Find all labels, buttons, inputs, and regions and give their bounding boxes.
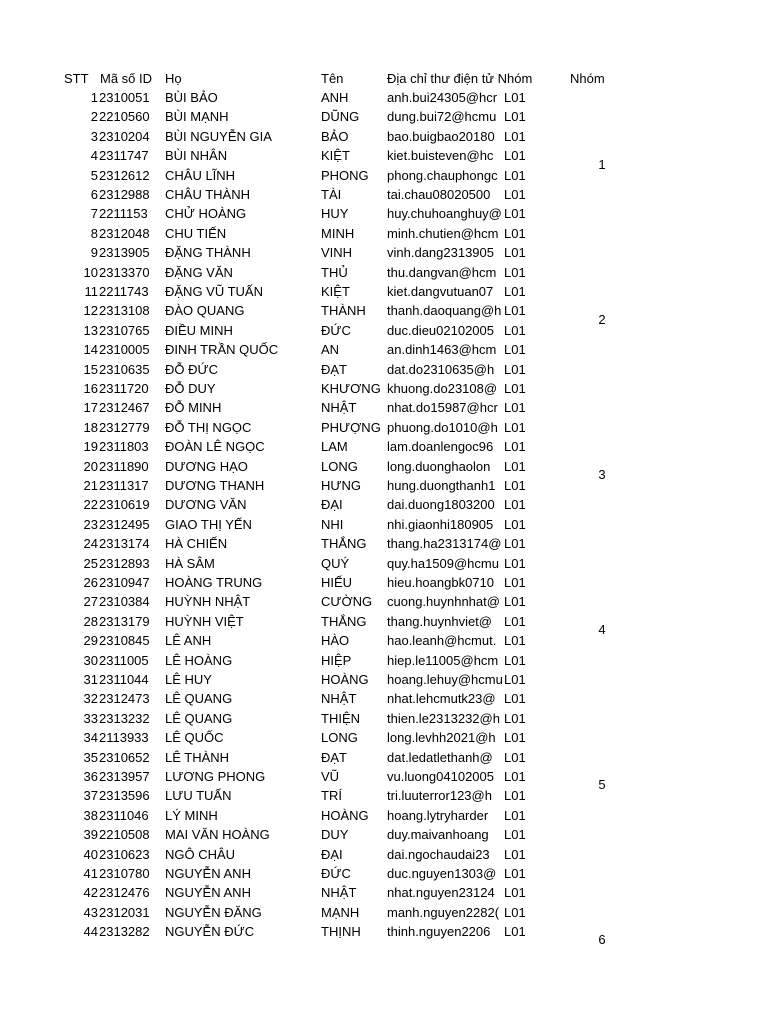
row-email: tai.chau08020500 — [387, 187, 491, 202]
row-email: thien.le2313232@h — [387, 710, 500, 726]
row-stt: 16 — [83, 381, 98, 396]
row-stt: 15 — [83, 361, 98, 377]
row-ma-so-id: 2310384 — [99, 594, 150, 610]
row-nhom: L01 — [504, 206, 526, 222]
row-stt: 34 — [83, 730, 98, 746]
row-ma-so-id: 2313174 — [99, 536, 150, 552]
row-nhom: L01 — [504, 710, 526, 726]
row-ho: CHÂU THÀNH — [165, 187, 250, 202]
row-ho: LƯƠNG PHONG — [165, 769, 266, 784]
row-ten: HOÀNG — [321, 807, 369, 823]
row-nhom: L01 — [504, 187, 526, 202]
group-number: 6 — [598, 932, 606, 944]
row-stt: 8 — [90, 225, 98, 241]
group-number: 4 — [598, 622, 606, 637]
row-ho: ĐINH TRẦN QUỐC — [165, 342, 279, 358]
row-stt: 24 — [83, 536, 98, 552]
row-email: dat.ledatlethanh@ — [387, 749, 493, 765]
row-email: hieu.hoangbk0710 — [387, 575, 494, 590]
row-email: huy.chuhoanghuy@ — [387, 206, 502, 222]
row-nhom: L01 — [504, 594, 526, 610]
row-ho: BÙI BẢO — [165, 90, 218, 105]
row-email: bao.buigbao20180 — [387, 128, 495, 144]
row-email: kiet.dangvutuan07 — [387, 284, 494, 299]
row-stt: 14 — [83, 342, 98, 358]
row-ho: HUỲNH NHẬT — [165, 594, 251, 610]
row-ma-so-id: 2312467 — [99, 400, 150, 416]
row-ma-so-id: 2313232 — [99, 710, 150, 726]
row-ma-so-id: 2210560 — [99, 109, 150, 125]
row-email: long.duonghaolon — [387, 458, 491, 474]
row-ma-so-id: 2311317 — [99, 478, 149, 493]
row-ma-so-id: 2311005 — [99, 652, 149, 668]
row-ma-so-id: 2313370 — [99, 264, 150, 280]
row-ho: NGUYỄN ANH — [165, 885, 251, 901]
row-stt: 21 — [83, 478, 98, 493]
row-ten: THIỆN — [321, 710, 360, 726]
row-stt: 27 — [83, 594, 98, 610]
row-email: dat.do2310635@h — [387, 361, 495, 377]
row-ho: NGUYỄN ĐỨC — [165, 924, 255, 940]
row-ho: DƯƠNG THANH — [165, 478, 265, 493]
row-stt: 36 — [83, 769, 98, 784]
row-email: quy.ha1509@hcmu — [387, 555, 499, 571]
row-ten: MINH — [321, 225, 355, 241]
row-nhom: L01 — [504, 284, 526, 299]
row-stt: 29 — [83, 633, 98, 649]
row-nhom: L01 — [504, 245, 526, 261]
row-email: an.dinh1463@hcm — [387, 342, 497, 358]
row-ma-so-id: 2312495 — [99, 516, 150, 532]
row-ma-so-id: 2313957 — [99, 769, 150, 784]
row-ten: LONG — [321, 730, 358, 746]
row-ma-so-id: 2310623 — [99, 846, 150, 862]
row-ho: BÙI NHÂN — [165, 148, 228, 164]
row-nhom: L01 — [504, 361, 526, 377]
row-stt: 19 — [83, 439, 98, 455]
row-ho: LÊ QUỐC — [165, 730, 224, 746]
row-stt: 4 — [90, 148, 98, 164]
row-nhom: L01 — [504, 807, 526, 823]
row-nhom: L01 — [504, 167, 526, 183]
row-stt: 30 — [83, 652, 98, 668]
row-ma-so-id: 2310005 — [99, 342, 150, 358]
row-nhom: L01 — [504, 613, 526, 629]
row-nhom: L01 — [504, 381, 526, 396]
row-ho: HÀ SÂM — [165, 555, 215, 571]
row-ten: QUÝ — [321, 555, 350, 571]
row-ma-so-id: 2312988 — [99, 187, 150, 202]
row-ten: ĐẠI — [321, 497, 343, 513]
header-email-nhom: Địa chỉ thư điện tử Nhóm — [387, 71, 533, 86]
row-ho: LÊ HUY — [165, 672, 212, 687]
row-nhom: L01 — [504, 691, 526, 707]
row-email: nhi.giaonhi180905 — [387, 516, 494, 532]
row-stt: 28 — [83, 613, 98, 629]
row-ma-so-id: 2311720 — [99, 381, 149, 396]
row-nhom: L01 — [504, 225, 526, 241]
row-ten: ĐẠT — [321, 361, 347, 377]
row-ten: THỊNH — [321, 924, 361, 940]
row-email: phong.chauphongc — [387, 167, 498, 183]
row-ho: ĐẶNG THÀNH — [165, 245, 251, 261]
row-nhom: L01 — [504, 303, 526, 319]
row-nhom: L01 — [504, 478, 526, 493]
row-email: long.levhh2021@h — [387, 730, 496, 746]
row-email: vu.luong04102005 — [387, 769, 494, 784]
row-stt: 35 — [83, 749, 98, 765]
row-ten: BẢO — [321, 128, 349, 144]
row-ma-so-id: 2310619 — [99, 497, 150, 513]
row-ho: LÊ THÀNH — [165, 749, 230, 765]
row-ten: THẮNG — [321, 536, 367, 552]
row-ho: ĐẶNG VĂN — [165, 264, 233, 280]
row-ten: HOÀNG — [321, 672, 369, 687]
row-ho: ĐỖ MINH — [165, 400, 222, 416]
row-nhom: L01 — [504, 109, 526, 125]
row-email: dai.ngochaudai23 — [387, 846, 490, 862]
row-ma-so-id: 2311890 — [99, 458, 149, 474]
row-ma-so-id: 2211743 — [99, 284, 149, 299]
row-nhom: L01 — [504, 342, 526, 358]
row-ma-so-id: 2310204 — [99, 128, 150, 144]
row-ho: BÙI NGUYỄN GIA — [165, 128, 272, 144]
row-nhom: L01 — [504, 555, 526, 571]
row-ma-so-id: 2312893 — [99, 555, 150, 571]
row-ho: ĐỖ THỊ NGỌC — [165, 419, 252, 435]
row-stt: 10 — [83, 264, 98, 280]
group-number: 3 — [598, 467, 606, 482]
row-nhom: L01 — [504, 652, 526, 668]
row-ho: NGÔ CHÂU — [165, 846, 236, 862]
row-ma-so-id: 2311803 — [99, 439, 149, 455]
row-ho: ĐIỀU MINH — [165, 322, 233, 338]
row-ma-so-id: 2313596 — [99, 788, 150, 804]
row-ho: DƯƠNG VĂN — [165, 497, 247, 513]
row-ho: CHÂU LĨNH — [165, 167, 236, 183]
row-ho: NGUYỄN ĐĂNG — [165, 904, 262, 920]
row-stt: 3 — [90, 128, 98, 144]
row-email: duc.dieu02102005 — [387, 322, 494, 338]
row-stt: 38 — [83, 807, 98, 823]
row-email: thang.huynhviet@ — [387, 613, 492, 629]
row-email: dai.duong1803200 — [387, 497, 495, 513]
row-stt: 26 — [83, 575, 98, 590]
row-nhom: L01 — [504, 846, 526, 862]
row-email: vinh.dang2313905 — [387, 245, 494, 261]
row-email: hiep.le11005@hcm — [387, 652, 499, 668]
header-stt: STT — [64, 71, 89, 86]
row-email: hoang.lehuy@hcmu — [387, 672, 503, 687]
row-email: khuong.do23108@ — [387, 381, 498, 396]
row-nhom: L01 — [504, 458, 526, 474]
row-ten: AN — [321, 342, 340, 358]
row-ten: HIẾU — [321, 575, 353, 590]
row-email: nhat.nguyen23124 — [387, 885, 495, 901]
row-ho: ĐẶNG VŨ TUẤN — [165, 284, 263, 299]
row-nhom: L01 — [504, 769, 526, 784]
row-ten: TÀI — [321, 187, 342, 202]
row-nhom: L01 — [504, 749, 526, 765]
row-email: lam.doanlengoc96 — [387, 439, 494, 455]
row-ten: ĐẠI — [321, 846, 343, 862]
row-ho: MAI VĂN HOÀNG — [165, 827, 270, 843]
row-stt: 20 — [83, 458, 98, 474]
row-ten: VŨ — [321, 769, 340, 784]
row-stt: 17 — [83, 400, 98, 416]
row-email: hao.leanh@hcmut. — [387, 633, 497, 649]
row-email: nhat.lehcmutk23@ — [387, 691, 496, 707]
row-ten: NHẬT — [321, 885, 357, 901]
row-ten: VINH — [321, 245, 353, 261]
row-email: nhat.do15987@hcr — [387, 400, 498, 416]
row-ho: LÊ HOÀNG — [165, 652, 233, 668]
row-stt: 6 — [90, 187, 98, 202]
row-email: phuong.do1010@h — [387, 419, 498, 435]
row-ma-so-id: 2311747 — [99, 148, 149, 164]
row-nhom: L01 — [504, 90, 526, 105]
header-nhom: Nhóm — [570, 71, 605, 86]
row-stt: 33 — [83, 710, 98, 726]
row-stt: 22 — [83, 497, 98, 513]
row-nhom: L01 — [504, 575, 526, 590]
row-ten: DUY — [321, 827, 349, 843]
row-ma-so-id: 2313905 — [99, 245, 150, 261]
row-nhom: L01 — [504, 322, 526, 338]
row-ho: DƯƠNG HẠO — [165, 458, 248, 474]
row-ho: LƯU TUẤN — [165, 788, 232, 804]
row-ma-so-id: 2310845 — [99, 633, 150, 649]
row-ho: ĐỖ ĐỨC — [165, 361, 218, 377]
row-nhom: L01 — [504, 924, 526, 940]
row-nhom: L01 — [504, 885, 526, 901]
row-stt: 41 — [83, 866, 98, 881]
row-ten: PHONG — [321, 167, 369, 183]
row-ma-so-id: 2113933 — [99, 730, 149, 746]
header-ma-so-id: Mã số ID — [100, 71, 153, 86]
row-email: manh.nguyen2282( — [387, 904, 500, 920]
row-ten: HÀO — [321, 633, 350, 649]
row-ten: ĐỨC — [321, 866, 351, 881]
row-nhom: L01 — [504, 672, 526, 687]
row-email: anh.bui24305@hcr — [387, 90, 498, 105]
row-stt: 25 — [83, 555, 98, 571]
group-number: 5 — [598, 777, 606, 792]
row-stt: 32 — [83, 691, 98, 707]
row-nhom: L01 — [504, 788, 526, 804]
row-ma-so-id: 2310652 — [99, 749, 150, 765]
row-ten: ĐỨC — [321, 322, 351, 338]
row-ho: LÊ QUANG — [165, 710, 233, 726]
row-email: thang.ha2313174@ — [387, 536, 502, 552]
row-ten: PHƯỢNG — [321, 419, 381, 435]
row-ten: HUY — [321, 206, 349, 222]
group-number: 2 — [598, 312, 606, 327]
row-ma-so-id: 2310051 — [99, 90, 150, 105]
row-stt: 5 — [90, 167, 98, 183]
row-ten: DŨNG — [321, 109, 360, 125]
row-email: hoang.lytryharder — [387, 807, 489, 823]
row-ma-so-id: 2310780 — [99, 866, 150, 881]
row-nhom: L01 — [504, 148, 526, 164]
row-ten: THẮNG — [321, 613, 367, 629]
row-nhom: L01 — [504, 497, 526, 513]
row-stt: 39 — [83, 827, 98, 843]
row-ten: NHẬT — [321, 691, 357, 707]
row-ma-so-id: 2312048 — [99, 225, 150, 241]
row-ten: ĐẠT — [321, 749, 347, 765]
row-email: kiet.buisteven@hc — [387, 148, 494, 164]
row-nhom: L01 — [504, 904, 526, 920]
row-ten: TRÍ — [321, 788, 342, 804]
row-ho: NGUYỄN ANH — [165, 866, 251, 881]
row-ma-so-id: 2312612 — [99, 167, 150, 183]
row-ma-so-id: 2312779 — [99, 419, 150, 435]
row-ten: ANH — [321, 90, 349, 105]
row-stt: 12 — [83, 303, 98, 319]
row-ma-so-id: 2313108 — [99, 303, 150, 319]
row-stt: 18 — [83, 419, 98, 435]
row-ma-so-id: 2310635 — [99, 361, 150, 377]
row-ho: CHU TIẾN — [165, 225, 227, 241]
row-ho: BÙI MẠNH — [165, 109, 229, 125]
row-ho: HOÀNG TRUNG — [165, 575, 263, 590]
row-email: hung.duongthanh1 — [387, 478, 496, 493]
row-ma-so-id: 2311046 — [99, 807, 149, 823]
row-email: thanh.daoquang@h — [387, 303, 502, 319]
row-stt: 7 — [90, 206, 98, 222]
row-stt: 11 — [84, 284, 98, 299]
row-nhom: L01 — [504, 400, 526, 416]
row-ten: KIỆT — [321, 148, 350, 164]
row-email: thu.dangvan@hcm — [387, 264, 497, 280]
row-nhom: L01 — [504, 516, 526, 532]
row-ho: ĐÀO QUANG — [165, 303, 245, 319]
row-stt: 37 — [83, 788, 98, 804]
row-email: dung.bui72@hcmu — [387, 109, 497, 125]
row-ma-so-id: 2210508 — [99, 827, 150, 843]
row-stt: 23 — [83, 516, 98, 532]
row-ten: MẠNH — [321, 904, 360, 920]
row-stt: 1 — [90, 90, 98, 105]
row-ma-so-id: 2311044 — [99, 672, 149, 687]
header-ho: Họ — [165, 71, 182, 86]
row-nhom: L01 — [504, 730, 526, 746]
row-ma-so-id: 2310947 — [99, 575, 150, 590]
row-ho: LÝ MINH — [165, 807, 218, 823]
row-nhom: L01 — [504, 439, 526, 455]
row-stt: 2 — [90, 109, 98, 125]
header-ten: Tên — [321, 71, 344, 86]
row-ma-so-id: 2312473 — [99, 691, 150, 707]
row-email: thinh.nguyen2206 — [387, 924, 491, 940]
row-ten: KIỆT — [321, 284, 350, 299]
row-ho: HÀ CHIẾN — [165, 536, 228, 552]
row-stt: 31 — [83, 672, 98, 687]
row-ten: THÀNH — [321, 303, 366, 319]
row-email: duc.nguyen1303@ — [387, 866, 497, 881]
row-ho: ĐỖ DUY — [165, 381, 216, 396]
row-nhom: L01 — [504, 128, 526, 144]
group-number: 1 — [598, 157, 606, 172]
row-email: duy.maivanhoang — [387, 827, 489, 843]
row-stt: 13 — [83, 322, 98, 338]
row-stt: 43 — [83, 904, 98, 920]
row-ten: LAM — [321, 439, 348, 455]
row-ten: NHI — [321, 516, 344, 532]
row-ma-so-id: 2211153 — [99, 206, 148, 222]
row-nhom: L01 — [504, 419, 526, 435]
row-ma-so-id: 2313179 — [99, 613, 150, 629]
row-stt: 40 — [83, 846, 98, 862]
row-ten: HIỆP — [321, 652, 352, 668]
row-stt: 9 — [90, 245, 98, 261]
row-nhom: L01 — [504, 633, 526, 649]
row-email: tri.luuterror123@h — [387, 788, 492, 804]
row-email: cuong.huynhnhat@ — [387, 594, 500, 610]
row-nhom: L01 — [504, 536, 526, 552]
row-ten: HƯNG — [321, 478, 361, 493]
row-nhom: L01 — [504, 264, 526, 280]
row-ho: CHỬ HOÀNG — [165, 206, 247, 222]
row-nhom: L01 — [504, 827, 526, 843]
row-ho: LÊ QUANG — [165, 691, 233, 707]
row-ten: THỦ — [321, 264, 348, 280]
row-ho: GIAO THỊ YẾN — [165, 516, 252, 532]
row-ten: KHƯƠNG — [321, 381, 381, 396]
row-ho: HUỲNH VIỆT — [165, 613, 244, 629]
row-ho: ĐOÀN LÊ NGỌC — [165, 439, 265, 455]
row-ten: NHẬT — [321, 400, 357, 416]
row-ho: LÊ ANH — [165, 633, 212, 649]
row-ten: LONG — [321, 458, 358, 474]
row-stt: 44 — [83, 924, 98, 940]
row-ma-so-id: 2310765 — [99, 322, 150, 338]
row-ma-so-id: 2313282 — [99, 924, 150, 940]
row-ten: CƯỜNG — [321, 594, 373, 610]
row-ma-so-id: 2312031 — [99, 904, 150, 920]
row-stt: 42 — [83, 885, 98, 901]
row-email: minh.chutien@hcm — [387, 225, 499, 241]
row-ma-so-id: 2312476 — [99, 885, 150, 901]
row-nhom: L01 — [504, 866, 526, 881]
